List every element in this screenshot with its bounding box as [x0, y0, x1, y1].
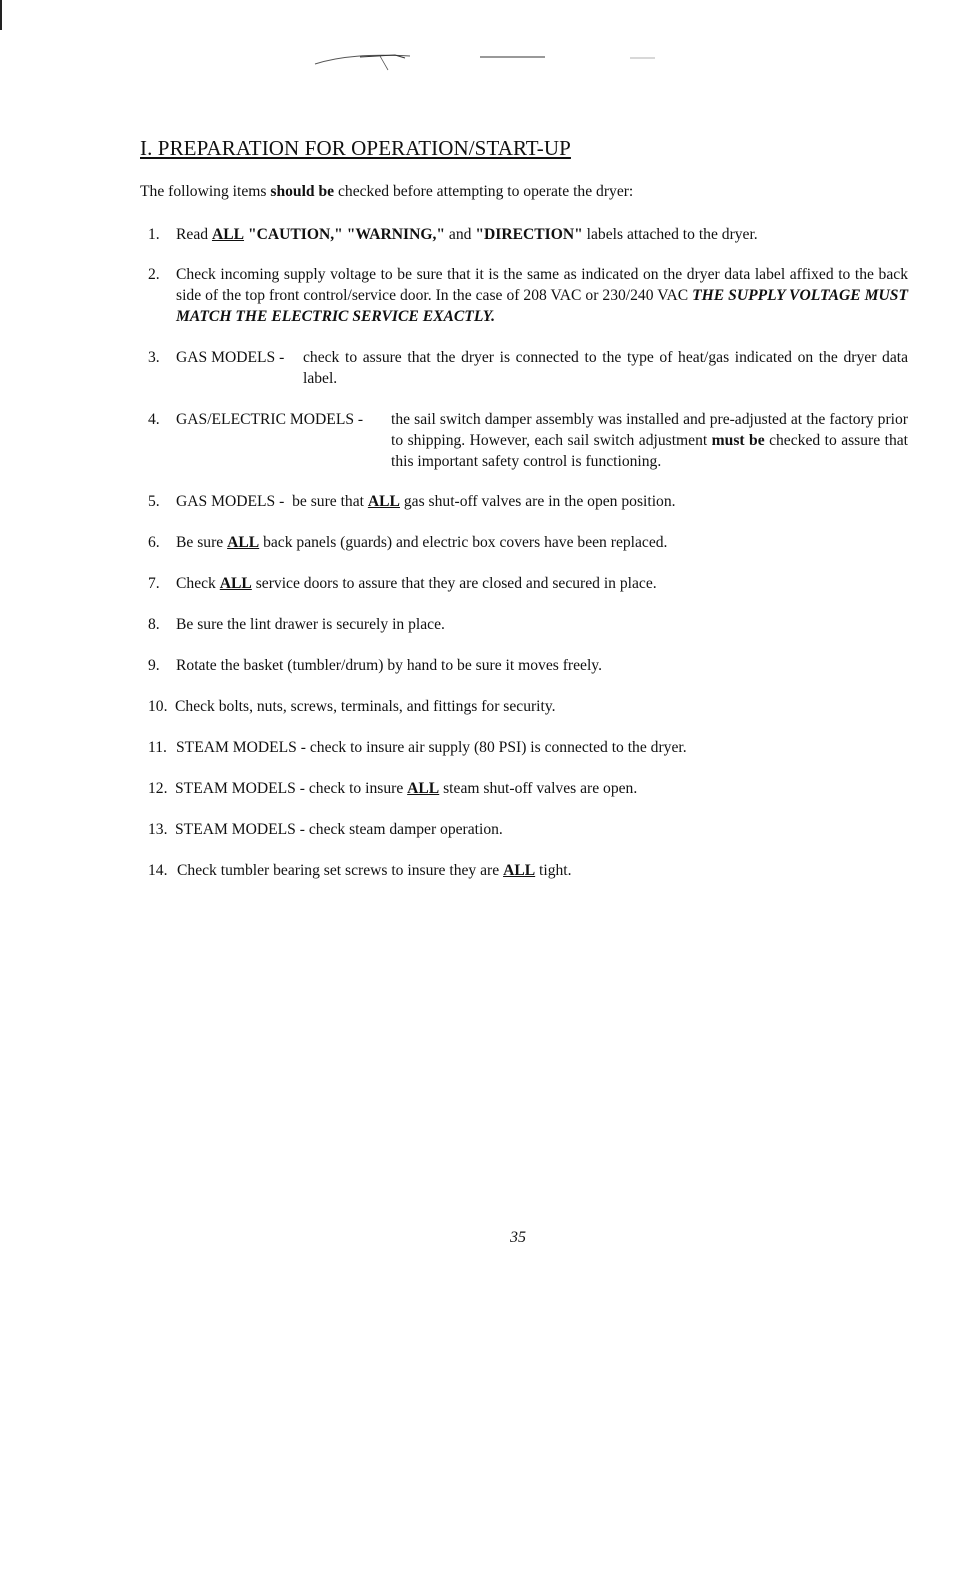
intro-paragraph: The following items should be checked before attempting to operate the dryer:: [140, 183, 634, 200]
scan-header-marks: [300, 48, 670, 88]
page-heading: I. PREPARATION FOR OPERATION/START-UP: [140, 136, 571, 160]
scan-edge-mark: [0, 0, 2, 30]
page-number: 35: [510, 1229, 526, 1246]
